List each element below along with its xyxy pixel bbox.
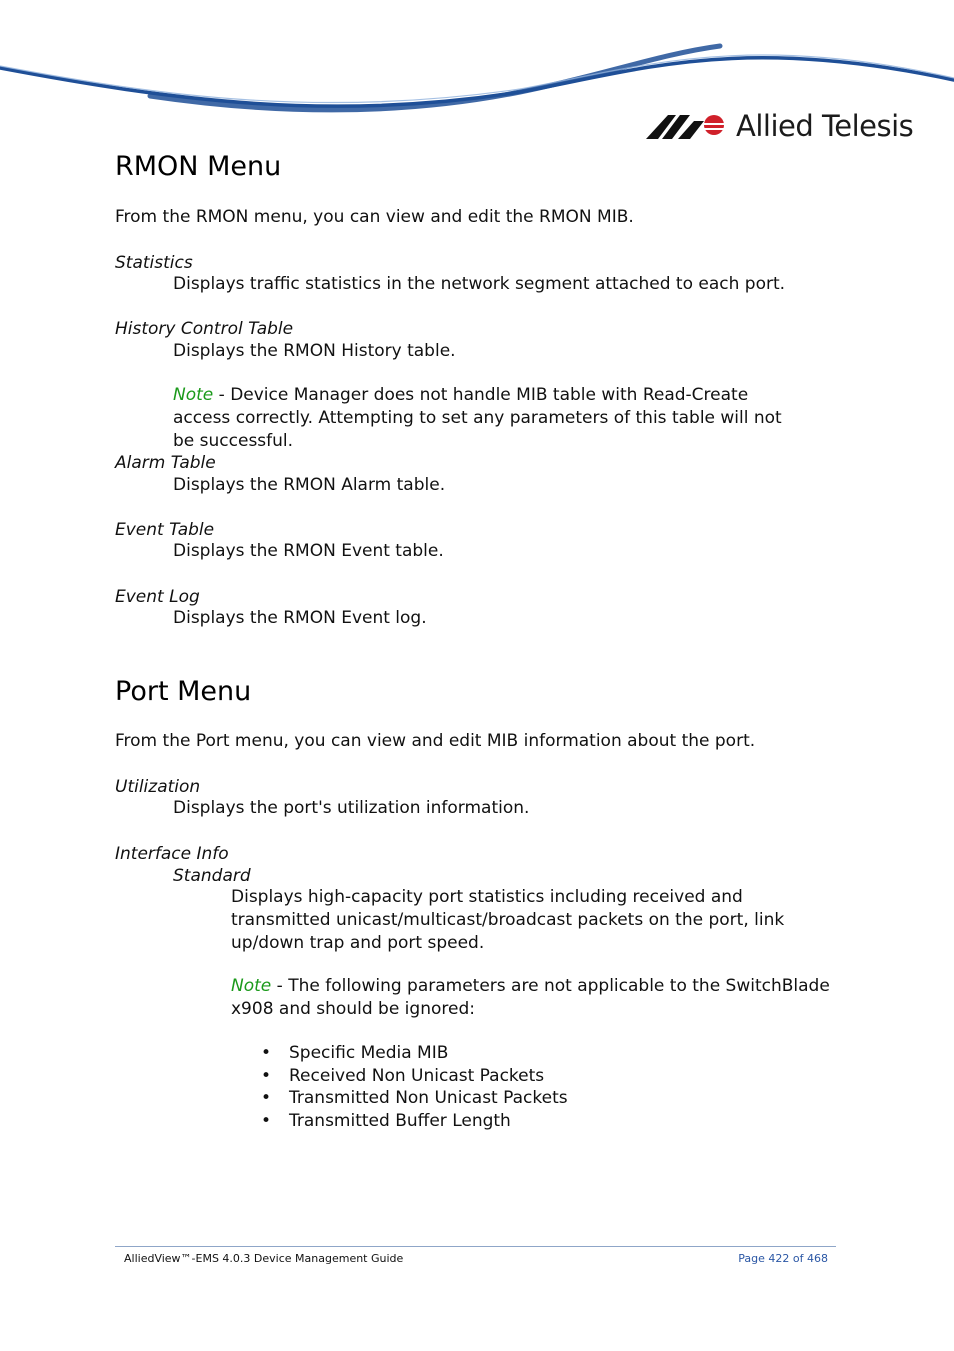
footer-page-number: Page 422 of 468 [738,1252,828,1265]
note-label: Note [231,976,272,996]
note-label: Note [173,385,214,405]
term-event-table: Event Table [115,520,215,540]
note-text: - Device Manager does not handle MIB table with Read-Create access correctly. Attempting to set any parameters of this table will not be successful. [173,385,782,451]
port-menu-heading: Port Menu [115,676,252,707]
allied-telesis-mark-icon [646,112,726,140]
term-utilization: Utilization [115,777,201,797]
desc-alarm-table: Displays the RMON Alarm table. [173,475,446,495]
rmon-intro: From the RMON menu, you can view and edit the RMON MIB. [115,207,634,227]
list-item: • Transmitted Buffer Length [289,1110,568,1133]
subterm-standard: Standard [173,866,251,886]
logo-wordmark: Allied Telesis [736,109,914,143]
desc-event-log: Displays the RMON Event log. [173,608,427,628]
term-alarm-table: Alarm Table [115,453,216,473]
note-text: - The following parameters are not applicable to the SwitchBlade x908 and should be ignored: [231,976,830,1019]
history-note [173,384,798,453]
list-item: • Received Non Unicast Packets [289,1065,568,1088]
desc-statistics: Displays traffic statistics in the network segment attached to each port. [173,274,786,294]
footer-document-title: AlliedView™-EMS 4.0.3 Device Management Guide [124,1252,404,1265]
footer-divider [115,1246,836,1247]
list-item: • Specific Media MIB [289,1042,568,1065]
desc-history-control-table: Displays the RMON History table. [173,341,456,361]
port-intro: From the Port menu, you can view and edit MIB information about the port. [115,731,756,751]
desc-standard: Displays high-capacity port statistics including received and transmitted unicast/multicast/broadcast packets on the port, link up/down trap and port speed. [231,887,785,953]
rmon-menu-heading: RMON Menu [115,151,282,182]
ignored-parameters-list [289,1042,568,1133]
term-history-control-table: History Control Table [115,319,294,339]
desc-utilization: Displays the port's utilization information. [173,798,530,818]
desc-event-table: Displays the RMON Event table. [173,541,444,561]
term-interface-info: Interface Info [115,844,229,864]
term-statistics: Statistics [115,253,193,273]
term-event-log: Event Log [115,587,200,607]
allied-telesis-logo [646,108,913,144]
interface-info-note [231,975,831,1021]
list-item: • Transmitted Non Unicast Packets [289,1087,568,1110]
